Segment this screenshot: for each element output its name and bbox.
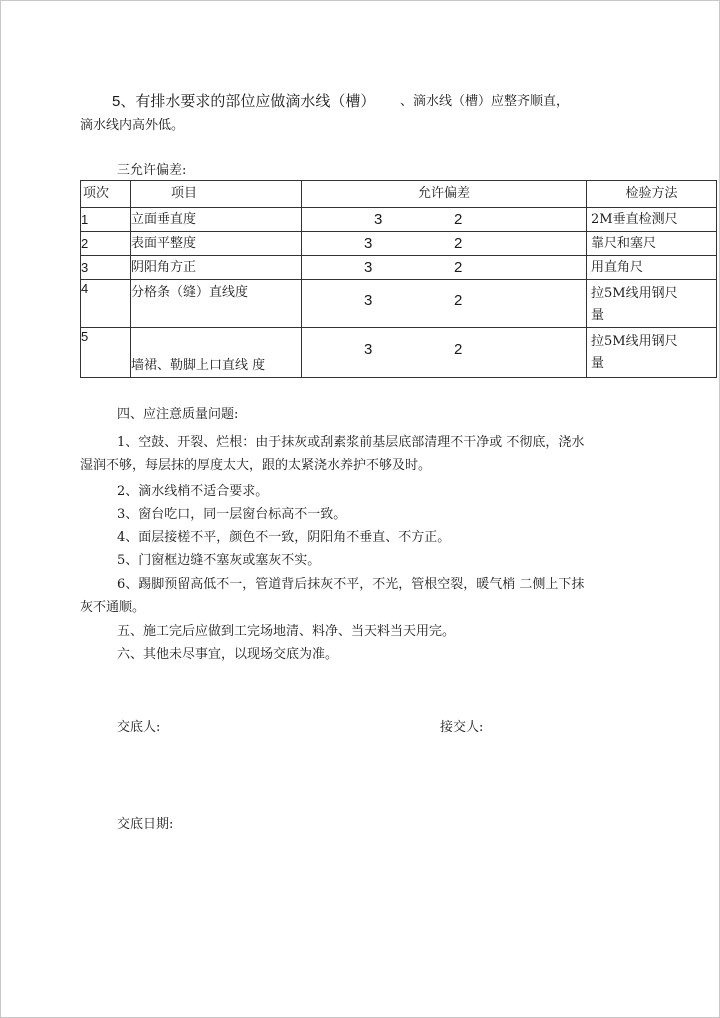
row-method: 靠尺和塞尺 bbox=[587, 232, 717, 256]
row-method: 拉5M线用钢尺 bbox=[591, 286, 678, 301]
row-value-1: 3 bbox=[374, 211, 383, 228]
intro-line-2: 滴水线内高外低。 bbox=[80, 118, 185, 133]
intro-line-1 bbox=[112, 93, 375, 112]
intro-line-1-part-a: 5、有排水要求的部位应做滴水线（槽） bbox=[112, 93, 376, 110]
header-method: 检验方法 bbox=[587, 181, 717, 208]
table-row bbox=[81, 232, 717, 256]
issue-1-line-1: 1、空鼓、开裂、烂根：由于抹灰或刮素浆前基层底部清理不干净或 不彻底，浇水 bbox=[117, 435, 585, 450]
row-method: 2M垂直检测尺 bbox=[587, 208, 717, 232]
intro-line-1-part-b: 、滴水线（槽）应整齐顺直， bbox=[400, 94, 570, 109]
row-method: 用直角尺 bbox=[587, 256, 717, 280]
row-value-1: 3 bbox=[364, 292, 373, 309]
row-value-2: 2 bbox=[454, 235, 463, 252]
issue-5: 5、门窗框边缝不塞灰或塞灰不实。 bbox=[117, 553, 321, 568]
issue-4: 4、面层接槎不平，颜色不一致，阴阳角不垂直、不方正。 bbox=[117, 530, 451, 545]
row-method-cont: 量 bbox=[591, 356, 605, 371]
table-row bbox=[81, 328, 717, 378]
row-value-1: 3 bbox=[364, 259, 373, 276]
row-method-cont: 量 bbox=[591, 308, 605, 323]
row-item: 表面平整度 bbox=[131, 232, 302, 256]
row-method: 拉5M线用钢尺 bbox=[591, 334, 678, 349]
row-value-2: 2 bbox=[454, 292, 463, 309]
issue-2: 2、滴水线梢不适合要求。 bbox=[117, 484, 269, 499]
row-item: 墙裙、勒脚上口直线 度 bbox=[131, 328, 302, 378]
row-item: 分格条（缝）直线度 bbox=[131, 280, 302, 328]
header-no: 项次 bbox=[81, 181, 131, 208]
header-deviation: 允许偏差 bbox=[302, 181, 587, 208]
row-no: 5 bbox=[81, 328, 131, 378]
row-no: 1 bbox=[81, 208, 131, 232]
row-value-1: 3 bbox=[364, 341, 373, 358]
row-item: 立面垂直度 bbox=[131, 208, 302, 232]
row-value-2: 2 bbox=[454, 259, 463, 276]
issue-1-line-2: 湿润不够，每层抹的厚度太大，跟的太紧浇水养护不够及时。 bbox=[80, 458, 432, 473]
section-6: 六、其他未尽事宜，以现场交底为准。 bbox=[117, 647, 339, 662]
issue-3: 3、窗台吃口，同一层窗台标高不一致。 bbox=[117, 507, 347, 522]
row-value-2: 2 bbox=[454, 211, 463, 228]
row-no: 3 bbox=[81, 256, 131, 280]
table-header-row bbox=[81, 181, 717, 208]
handover-receiver-label: 接交人: bbox=[440, 720, 484, 735]
section-4-title: 四、应注意质量问题: bbox=[117, 407, 239, 422]
table-row bbox=[81, 256, 717, 280]
handover-giver-label: 交底人: bbox=[117, 720, 161, 735]
section-5: 五、施工完后应做到工完场地清、料净、当天料当天用完。 bbox=[117, 624, 456, 639]
table-row bbox=[81, 208, 717, 232]
row-no: 4 bbox=[81, 280, 131, 328]
handover-date-label: 交底日期: bbox=[117, 817, 174, 832]
section-3-title: 三允许偏差: bbox=[117, 163, 187, 178]
row-item: 阴阳角方正 bbox=[131, 256, 302, 280]
row-no: 2 bbox=[81, 232, 131, 256]
row-value-2: 2 bbox=[454, 341, 463, 358]
table-row bbox=[81, 280, 717, 328]
header-item: 项目 bbox=[131, 181, 302, 208]
deviation-table bbox=[80, 180, 717, 378]
row-value-1: 3 bbox=[364, 235, 373, 252]
issue-6-line-2: 灰不通顺。 bbox=[80, 600, 146, 615]
issue-6-line-1: 6、踢脚预留高低不一，管道背后抹灰不平，不光，管根空裂，暖气梢 二侧上下抹 bbox=[117, 577, 585, 592]
